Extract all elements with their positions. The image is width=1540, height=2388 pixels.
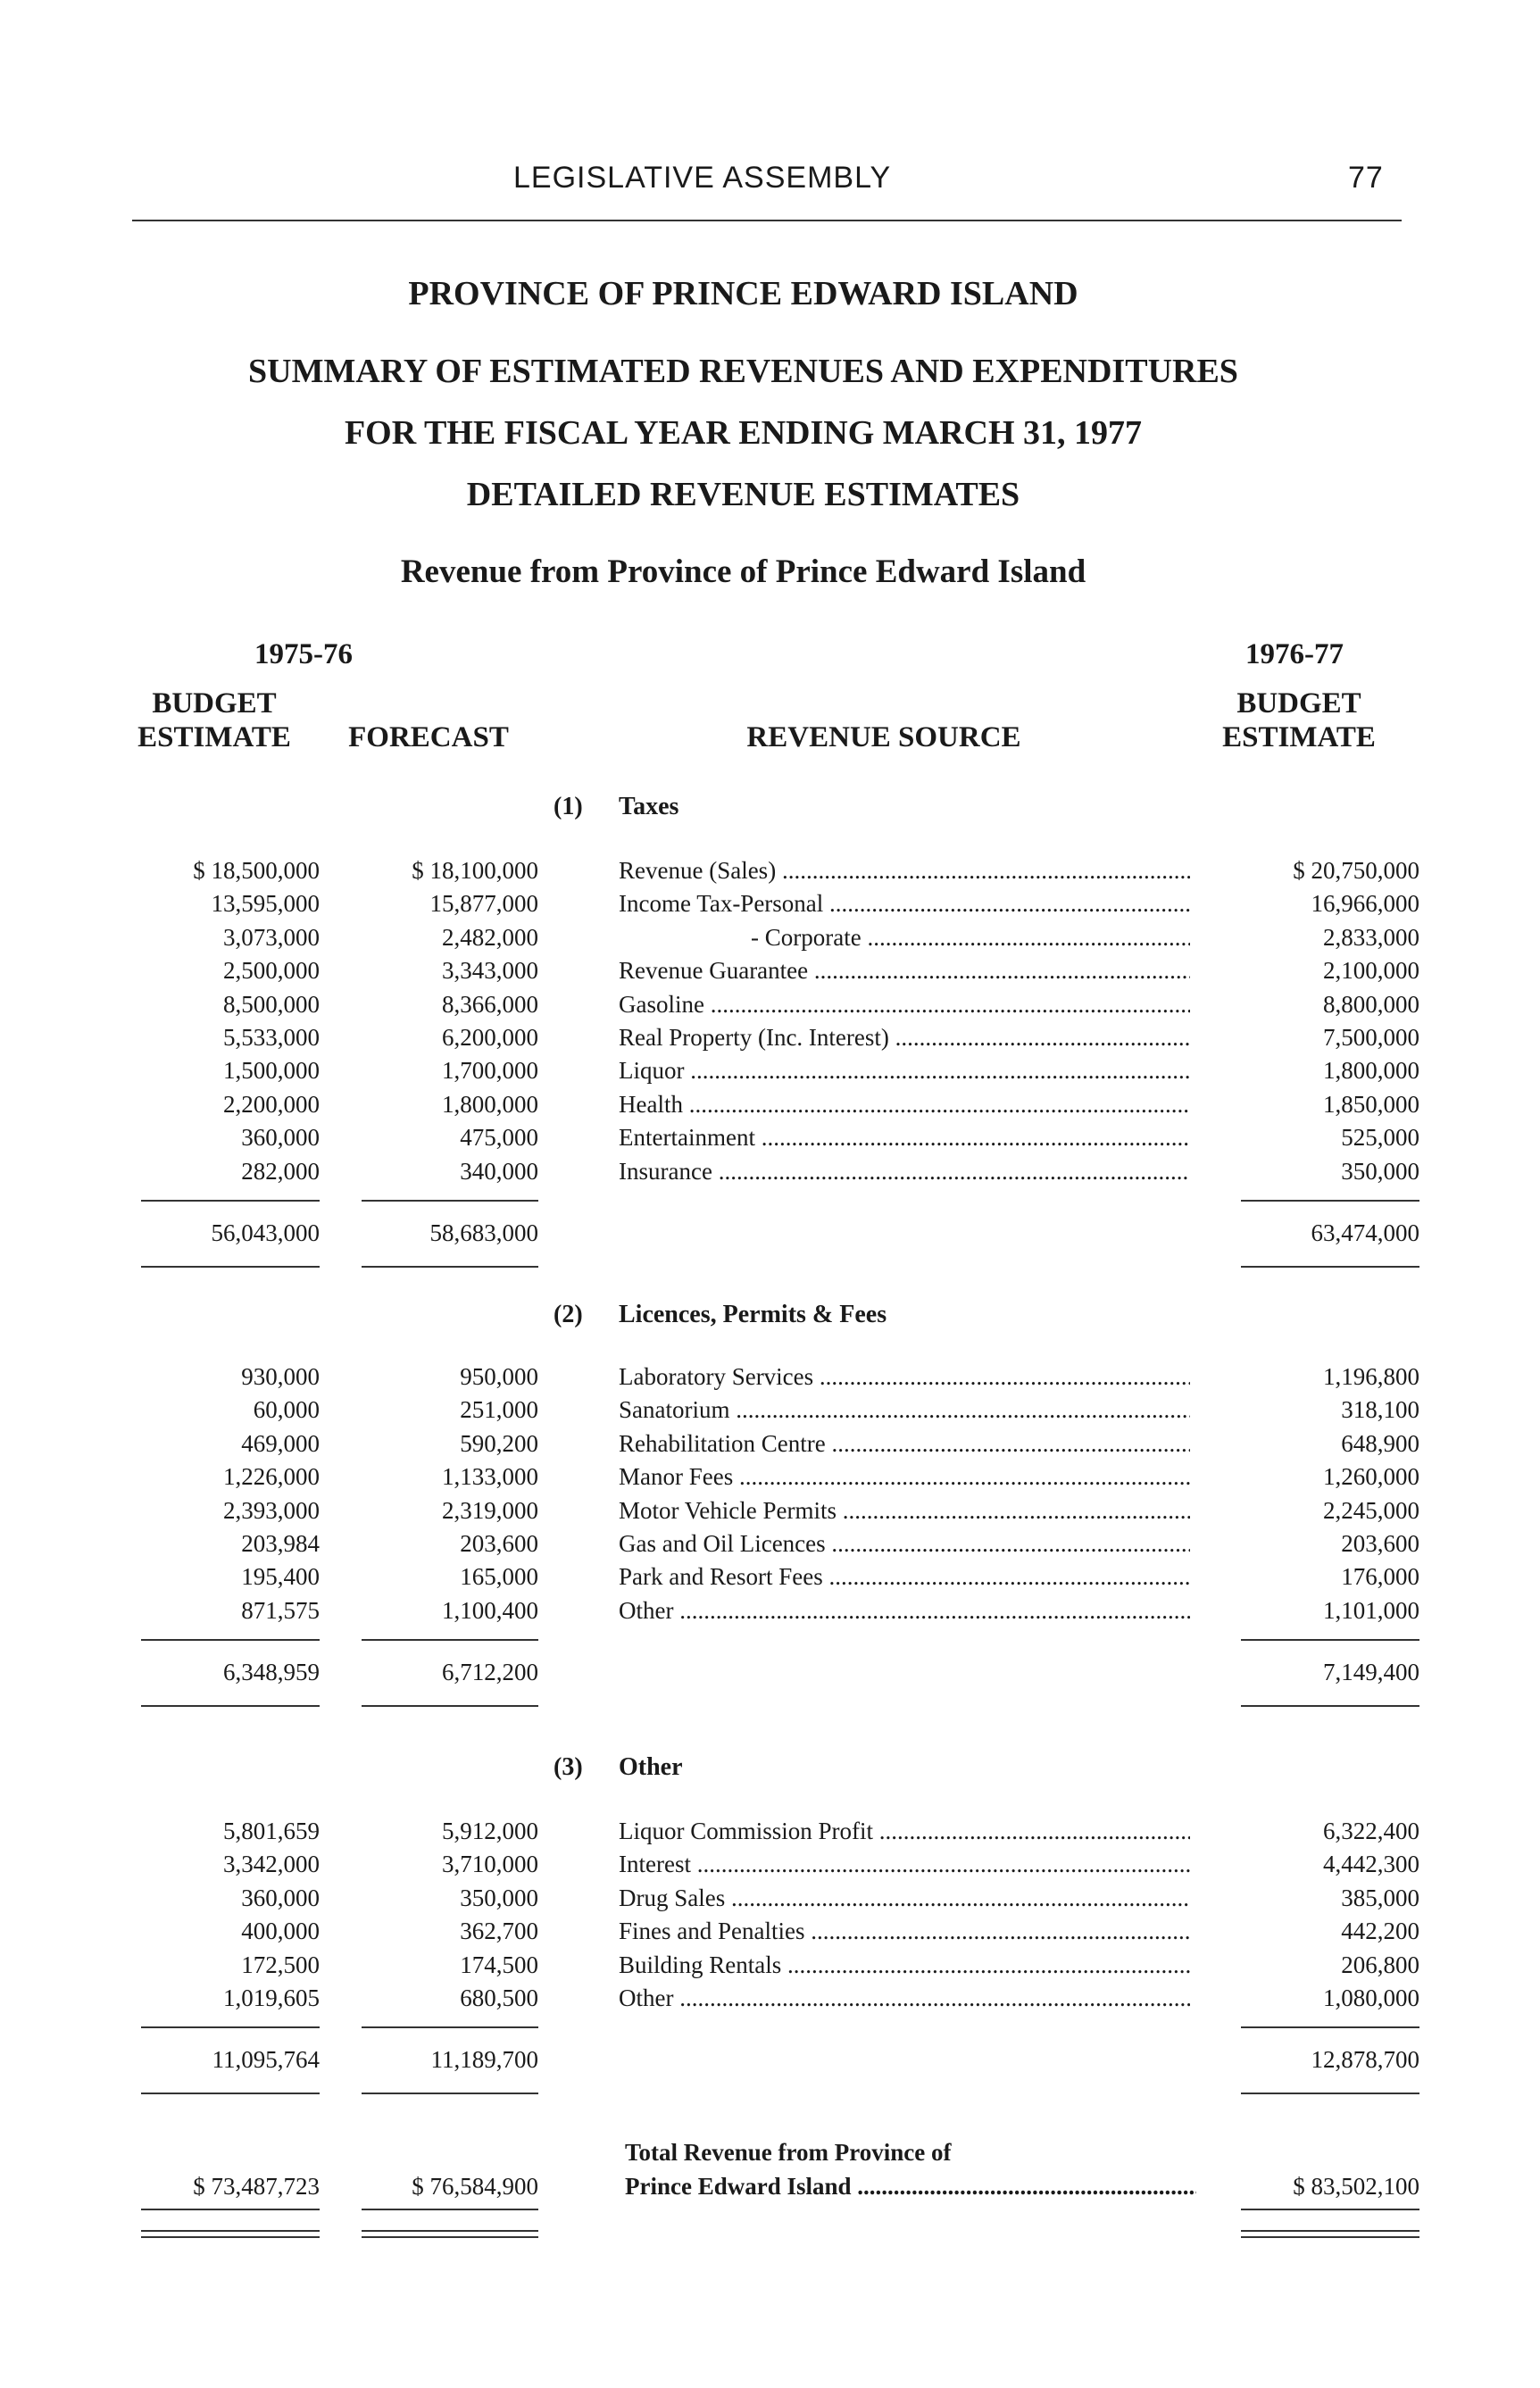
forecast-1975-cell: 174,500 bbox=[460, 1951, 538, 1978]
subtotal-cell: 6,712,200 bbox=[442, 1659, 538, 1686]
revenue-source-cell: Liquor ..... bbox=[619, 1057, 1190, 1085]
forecast-1975-cell: 165,000 bbox=[460, 1563, 538, 1591]
revenue-source-cell: Building Rentals ..... bbox=[619, 1951, 1190, 1979]
subtotal-cell: 11,189,700 bbox=[430, 2046, 538, 2074]
subtotal-rule bbox=[141, 2026, 320, 2028]
subtotal-underline bbox=[362, 1705, 538, 1707]
revenue-source-cell: Fines and Penalties ..... bbox=[619, 1918, 1190, 1945]
revenue-source-cell: Gasoline ..... bbox=[619, 991, 1190, 1019]
revenue-source-cell: Other ..... bbox=[619, 1984, 1190, 2012]
budget-1975-cell: 1,226,000 bbox=[223, 1463, 320, 1491]
subtotal-rule bbox=[362, 1200, 538, 1202]
subtotal-underline bbox=[1241, 2093, 1419, 2094]
grand-total-double-rule-2 bbox=[362, 2230, 538, 2238]
title-summary: SUMMARY OF ESTIMATED REVENUES AND EXPENDITURES bbox=[248, 353, 1238, 390]
budget-1975-cell: 5,801,659 bbox=[223, 1818, 320, 1844]
subtotal-rule bbox=[141, 1200, 320, 1202]
revenue-source-cell: Insurance ..... bbox=[619, 1158, 1190, 1186]
subtotal-cell: 58,683,000 bbox=[429, 1219, 538, 1246]
grand-total-budget-1975: $ 73,487,723 bbox=[193, 2173, 320, 2200]
budget-1975-cell: 3,073,000 bbox=[223, 923, 320, 951]
revenue-source-cell: Real Property (Inc. Interest) ..... bbox=[619, 1024, 1190, 1052]
grand-total-double-rule-3 bbox=[1241, 2230, 1419, 2238]
title-fiscal-year: FOR THE FISCAL YEAR ENDING MARCH 31, 1977 bbox=[344, 414, 1143, 452]
budget-1975-cell: 930,000 bbox=[241, 1363, 320, 1390]
budget-1975-cell: 203,984 bbox=[241, 1530, 320, 1557]
revenue-source-cell: Revenue (Sales) ..... bbox=[619, 857, 1190, 885]
budget-1975-cell: 871,575 bbox=[241, 1596, 320, 1624]
budget-1976-cell: 2,245,000 bbox=[1323, 1496, 1419, 1524]
subtotal-rule bbox=[1241, 1639, 1419, 1641]
subtotal-rule bbox=[362, 2026, 538, 2028]
revenue-source-cell: - Corporate ..... bbox=[751, 924, 1190, 952]
col-estimate-header-a: ESTIMATE bbox=[137, 721, 291, 753]
revenue-source-cell: Gas and Oil Licences ..... bbox=[619, 1530, 1190, 1558]
section-3-title: Other bbox=[619, 1753, 683, 1781]
budget-1975-cell: 5,533,000 bbox=[223, 1024, 320, 1051]
budget-1976-cell: 525,000 bbox=[1341, 1124, 1419, 1152]
revenue-source-cell: Revenue Guarantee ..... bbox=[619, 957, 1190, 985]
budget-1976-cell: 1,260,000 bbox=[1323, 1463, 1419, 1491]
budget-1975-cell: 2,200,000 bbox=[223, 1090, 320, 1118]
grand-total-rule-2 bbox=[362, 2209, 538, 2210]
year-prev-header: 1975-76 bbox=[254, 638, 353, 670]
grand-total-label-1: Total Revenue from Province of bbox=[625, 2139, 952, 2166]
budget-1976-cell: 4,442,300 bbox=[1323, 1851, 1419, 1878]
budget-1976-cell: 442,200 bbox=[1341, 1918, 1419, 1945]
subtotal-cell: 11,095,764 bbox=[212, 2046, 320, 2074]
budget-1976-cell: 1,101,000 bbox=[1323, 1596, 1419, 1624]
section-2-title: Licences, Permits & Fees bbox=[619, 1301, 887, 1328]
subtotal-cell: 56,043,000 bbox=[211, 1219, 320, 1246]
revenue-source-cell: Other ..... bbox=[619, 1597, 1190, 1625]
budget-1976-cell: 8,800,000 bbox=[1323, 990, 1419, 1018]
year-next-header: 1976-77 bbox=[1245, 638, 1344, 670]
forecast-1975-cell: 1,133,000 bbox=[442, 1463, 538, 1491]
title-detailed: DETAILED REVENUE ESTIMATES bbox=[466, 476, 1020, 513]
page-number: 77 bbox=[1348, 161, 1384, 195]
subtitle: Revenue from Province of Prince Edward Island bbox=[400, 553, 1086, 590]
forecast-1975-cell: 251,000 bbox=[460, 1396, 538, 1424]
subtotal-rule bbox=[362, 1639, 538, 1641]
forecast-1975-cell: 2,319,000 bbox=[442, 1496, 538, 1524]
budget-1975-cell: 172,500 bbox=[241, 1951, 320, 1978]
revenue-source-cell: Sanatorium ..... bbox=[619, 1396, 1190, 1424]
budget-1976-cell: 318,100 bbox=[1341, 1396, 1419, 1424]
subtotal-cell: 63,474,000 bbox=[1311, 1219, 1419, 1246]
forecast-1975-cell: 5,912,000 bbox=[442, 1818, 538, 1844]
budget-1975-cell: 282,000 bbox=[241, 1157, 320, 1185]
subtotal-rule bbox=[1241, 2026, 1419, 2028]
forecast-1975-cell: 8,366,000 bbox=[442, 990, 538, 1018]
budget-1975-cell: $ 18,500,000 bbox=[193, 857, 320, 884]
forecast-1975-cell: 350,000 bbox=[460, 1884, 538, 1911]
subtotal-underline bbox=[362, 2093, 538, 2094]
subtotal-rule bbox=[1241, 1200, 1419, 1202]
subtotal-underline bbox=[362, 1266, 538, 1268]
header-rule bbox=[132, 220, 1402, 221]
subtotal-underline bbox=[1241, 1266, 1419, 1268]
budget-1975-cell: 1,500,000 bbox=[223, 1057, 320, 1085]
forecast-1975-cell: 203,600 bbox=[460, 1530, 538, 1557]
grand-total-label-2: Prince Edward Island ..... bbox=[625, 2173, 1196, 2201]
forecast-1975-cell: 950,000 bbox=[460, 1363, 538, 1390]
budget-1975-cell: 360,000 bbox=[241, 1124, 320, 1152]
grand-total-forecast-1975: $ 76,584,900 bbox=[412, 2173, 538, 2200]
forecast-1975-cell: 362,700 bbox=[460, 1918, 538, 1945]
forecast-1975-cell: $ 18,100,000 bbox=[412, 857, 538, 884]
budget-1976-cell: 16,966,000 bbox=[1311, 890, 1419, 918]
revenue-source-cell: Park and Resort Fees ..... bbox=[619, 1563, 1190, 1591]
revenue-source-cell: Liquor Commission Profit ..... bbox=[619, 1818, 1190, 1845]
grand-total-double-rule-1 bbox=[141, 2230, 320, 2238]
budget-1976-cell: 203,600 bbox=[1341, 1530, 1419, 1557]
budget-1975-cell: 60,000 bbox=[253, 1396, 320, 1424]
forecast-1975-cell: 3,343,000 bbox=[442, 957, 538, 985]
col-forecast-header: FORECAST bbox=[348, 721, 509, 753]
budget-1975-cell: 2,393,000 bbox=[223, 1496, 320, 1524]
budget-1976-cell: 2,100,000 bbox=[1323, 957, 1419, 985]
budget-1976-cell: 385,000 bbox=[1341, 1884, 1419, 1911]
forecast-1975-cell: 6,200,000 bbox=[442, 1024, 538, 1051]
budget-1975-cell: 13,595,000 bbox=[211, 890, 320, 918]
forecast-1975-cell: 680,500 bbox=[460, 1984, 538, 2011]
section-1-title: Taxes bbox=[619, 793, 679, 820]
budget-1975-cell: 400,000 bbox=[241, 1918, 320, 1945]
col-budget-header-b: BUDGET bbox=[1236, 687, 1361, 720]
revenue-source-cell: Health ..... bbox=[619, 1091, 1190, 1119]
revenue-source-cell: Interest ..... bbox=[619, 1851, 1190, 1878]
revenue-source-cell: Rehabilitation Centre ..... bbox=[619, 1430, 1190, 1458]
subtotal-underline bbox=[141, 1705, 320, 1707]
subtotal-cell: 12,878,700 bbox=[1311, 2046, 1419, 2074]
title-province: PROVINCE OF PRINCE EDWARD ISLAND bbox=[408, 275, 1078, 312]
col-revenue-source-header: REVENUE SOURCE bbox=[746, 721, 1021, 753]
revenue-source-cell: Laboratory Services ..... bbox=[619, 1363, 1190, 1391]
budget-1975-cell: 1,019,605 bbox=[223, 1984, 320, 2011]
revenue-source-cell: Income Tax-Personal ..... bbox=[619, 890, 1190, 918]
forecast-1975-cell: 1,100,400 bbox=[442, 1596, 538, 1624]
budget-1975-cell: 195,400 bbox=[241, 1563, 320, 1591]
grand-total-rule-1 bbox=[141, 2209, 320, 2210]
subtotal-underline bbox=[141, 1266, 320, 1268]
budget-1976-cell: 176,000 bbox=[1341, 1563, 1419, 1591]
forecast-1975-cell: 475,000 bbox=[460, 1124, 538, 1152]
subtotal-rule bbox=[141, 1639, 320, 1641]
col-budget-header-a: BUDGET bbox=[152, 687, 277, 720]
forecast-1975-cell: 340,000 bbox=[460, 1157, 538, 1185]
forecast-1975-cell: 15,877,000 bbox=[429, 890, 538, 918]
forecast-1975-cell: 590,200 bbox=[460, 1429, 538, 1457]
forecast-1975-cell: 2,482,000 bbox=[442, 923, 538, 951]
budget-1975-cell: 2,500,000 bbox=[223, 957, 320, 985]
subtotal-cell: 6,348,959 bbox=[223, 1659, 320, 1686]
subtotal-underline bbox=[1241, 1705, 1419, 1707]
subtotal-underline bbox=[141, 2093, 320, 2094]
budget-1976-cell: 6,322,400 bbox=[1323, 1818, 1419, 1844]
budget-1975-cell: 3,342,000 bbox=[223, 1851, 320, 1878]
budget-1976-cell: 1,080,000 bbox=[1323, 1984, 1419, 2011]
revenue-source-cell: Drug Sales ..... bbox=[619, 1885, 1190, 1912]
budget-1976-cell: 1,800,000 bbox=[1323, 1057, 1419, 1085]
forecast-1975-cell: 1,800,000 bbox=[442, 1090, 538, 1118]
subtotal-cell: 7,149,400 bbox=[1323, 1659, 1419, 1686]
budget-1976-cell: 7,500,000 bbox=[1323, 1024, 1419, 1051]
budget-1975-cell: 469,000 bbox=[241, 1429, 320, 1457]
budget-1976-cell: 1,850,000 bbox=[1323, 1090, 1419, 1118]
budget-1976-cell: 1,196,800 bbox=[1323, 1363, 1419, 1390]
col-estimate-header-b: ESTIMATE bbox=[1222, 721, 1376, 753]
revenue-source-cell: Manor Fees ..... bbox=[619, 1463, 1190, 1491]
forecast-1975-cell: 1,700,000 bbox=[442, 1057, 538, 1085]
section-2-number: (2) bbox=[554, 1301, 583, 1328]
budget-1976-cell: $ 20,750,000 bbox=[1293, 857, 1419, 884]
budget-1976-cell: 206,800 bbox=[1341, 1951, 1419, 1978]
forecast-1975-cell: 3,710,000 bbox=[442, 1851, 538, 1878]
budget-1975-cell: 360,000 bbox=[241, 1884, 320, 1911]
budget-1976-cell: 350,000 bbox=[1341, 1157, 1419, 1185]
running-head-title: LEGISLATIVE ASSEMBLY bbox=[513, 161, 892, 195]
budget-1976-cell: 2,833,000 bbox=[1323, 923, 1419, 951]
budget-1976-cell: 648,900 bbox=[1341, 1429, 1419, 1457]
section-3-number: (3) bbox=[554, 1753, 583, 1781]
section-1-number: (1) bbox=[554, 793, 583, 820]
budget-1975-cell: 8,500,000 bbox=[223, 990, 320, 1018]
revenue-source-cell: Motor Vehicle Permits ..... bbox=[619, 1497, 1190, 1525]
revenue-source-cell: Entertainment ..... bbox=[619, 1124, 1190, 1152]
grand-total-rule-3 bbox=[1241, 2209, 1419, 2210]
grand-total-budget-1976: $ 83,502,100 bbox=[1293, 2173, 1419, 2200]
